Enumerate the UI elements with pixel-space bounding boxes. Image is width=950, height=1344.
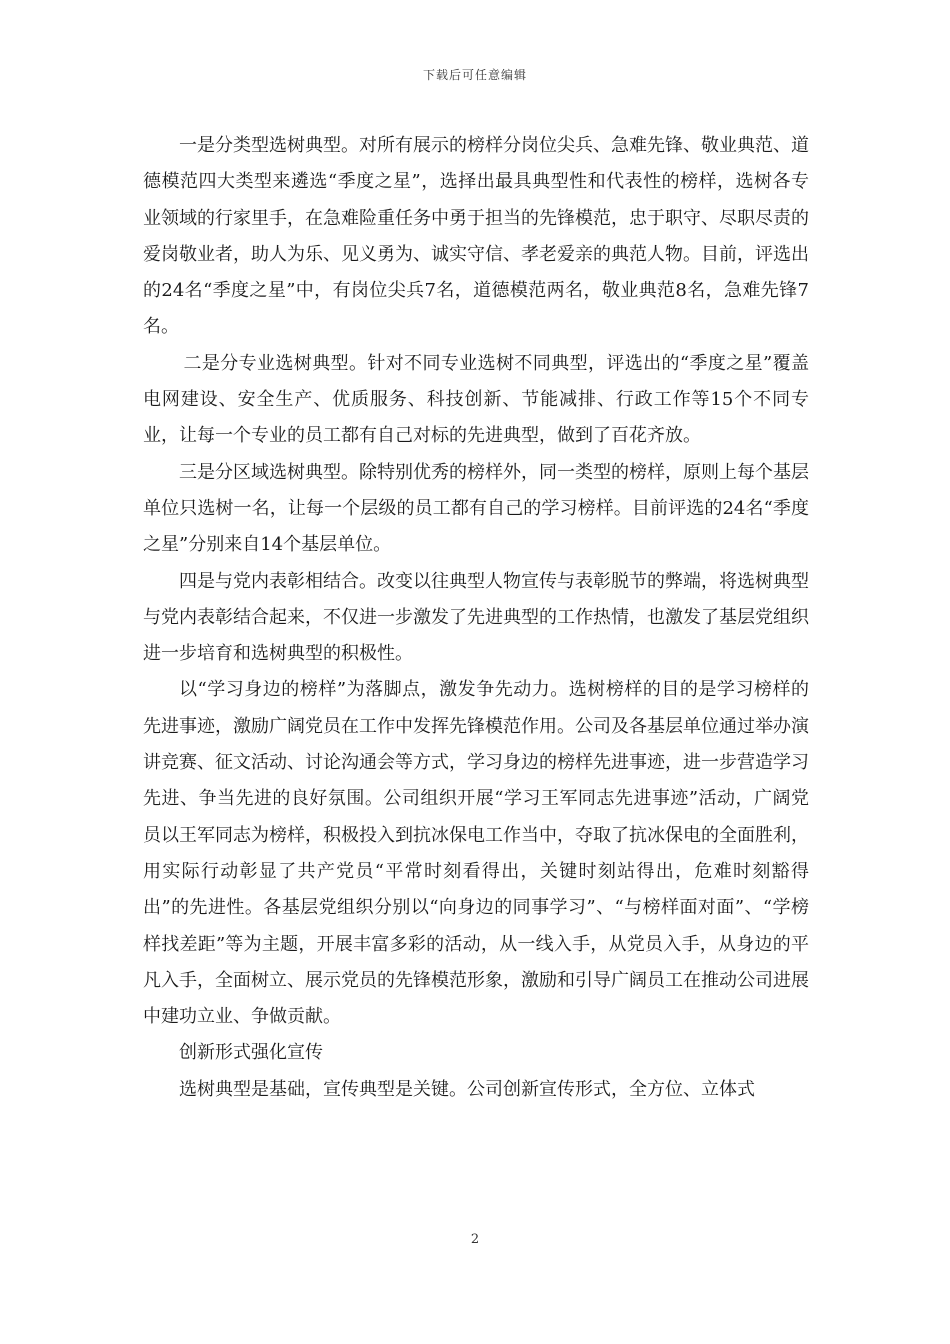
paragraph-region: 三是分区域选树典型。除特别优秀的榜样外，同一类型的榜样，原则上每个基层单位只选树一名，让每一个层级的员工都有自己的学习榜样。目前评选的24名“季度之星”分别来自14个基层单位。 xyxy=(143,461,809,556)
section-heading: 创新形式强化宣传 xyxy=(179,1042,323,1064)
paragraph-party-commendation: 四是与党内表彰相结合。改变以往典型人物宣传与表彰脱节的弊端，将选树典型与党内表彰结合起来，不仅进一步激发了先进典型的工作热情，也激发了基层党组织进一步培育和选树典型的积极性。 xyxy=(143,570,809,665)
paragraph-specialty: 二是分专业选树典型。针对不同专业选树不同典型，评选出的“季度之星”覆盖电网建设、安全生产、优质服务、科技创新、节能减排、行政工作等15个不同专业，让每一个专业的员工都有自己对标的先进典型，做到了百花齐放。 xyxy=(143,352,809,447)
paragraph-publicity: 选树典型是基础，宣传典型是关键。公司创新宣传形式，全方位、立体式 xyxy=(179,1078,755,1100)
page-number: 2 xyxy=(470,1232,480,1247)
document-body xyxy=(143,128,809,1108)
paragraph-classification: 一是分类型选树典型。对所有展示的榜样分岗位尖兵、急难先锋、敬业典范、道德模范四大类型来遴选“季度之星”，选择出最具典型性和代表性的榜样，选树各专业领域的行家里手，在急难险重任务中勇于担当的先锋模范，忠于职守、尽职尽责的爱岗敬业者，助人为乐、见义勇为、诚实守信、孝老爱亲的典范人物。目前，评选出的24名“季度之星”中，有岗位尖兵7名，道德模范两名，敬业典范8名，急难先锋7名。 xyxy=(143,135,809,338)
paragraph-learning-role-models: 以“学习身边的榜样”为落脚点，激发争先动力。选树榜样的目的是学习榜样的先进事迹，激励广阔党员在工作中发挥先锋模范作用。公司及各基层单位通过举办演讲竞赛、征文活动、讨论沟通会等方式，学习身边的榜样先进事迹，进一步营造学习先进、争当先进的良好氛围。公司组织开展“学习王军同志先进事迹”活动，广阔党员以王军同志为榜样，积极投入到抗冰保电工作当中，夺取了抗冰保电的全面胜利，用实际行动彰显了共产党员“平常时刻看得出，关键时刻站得出，危难时刻豁得出”的先进性。各基层党组织分别以“向身边的同事学习”、“与榜样面对面”、“学榜样找差距”等为主题，开展丰富多彩的活动，从一线入手，从党员入手，从身边的平凡入手，全面树立、展示党员的先锋模范形象，激励和引导广阔员工在推动公司进展中建功立业、争做贡献。 xyxy=(143,679,809,1028)
page-header-note: 下载后可任意编辑 xyxy=(422,68,527,82)
